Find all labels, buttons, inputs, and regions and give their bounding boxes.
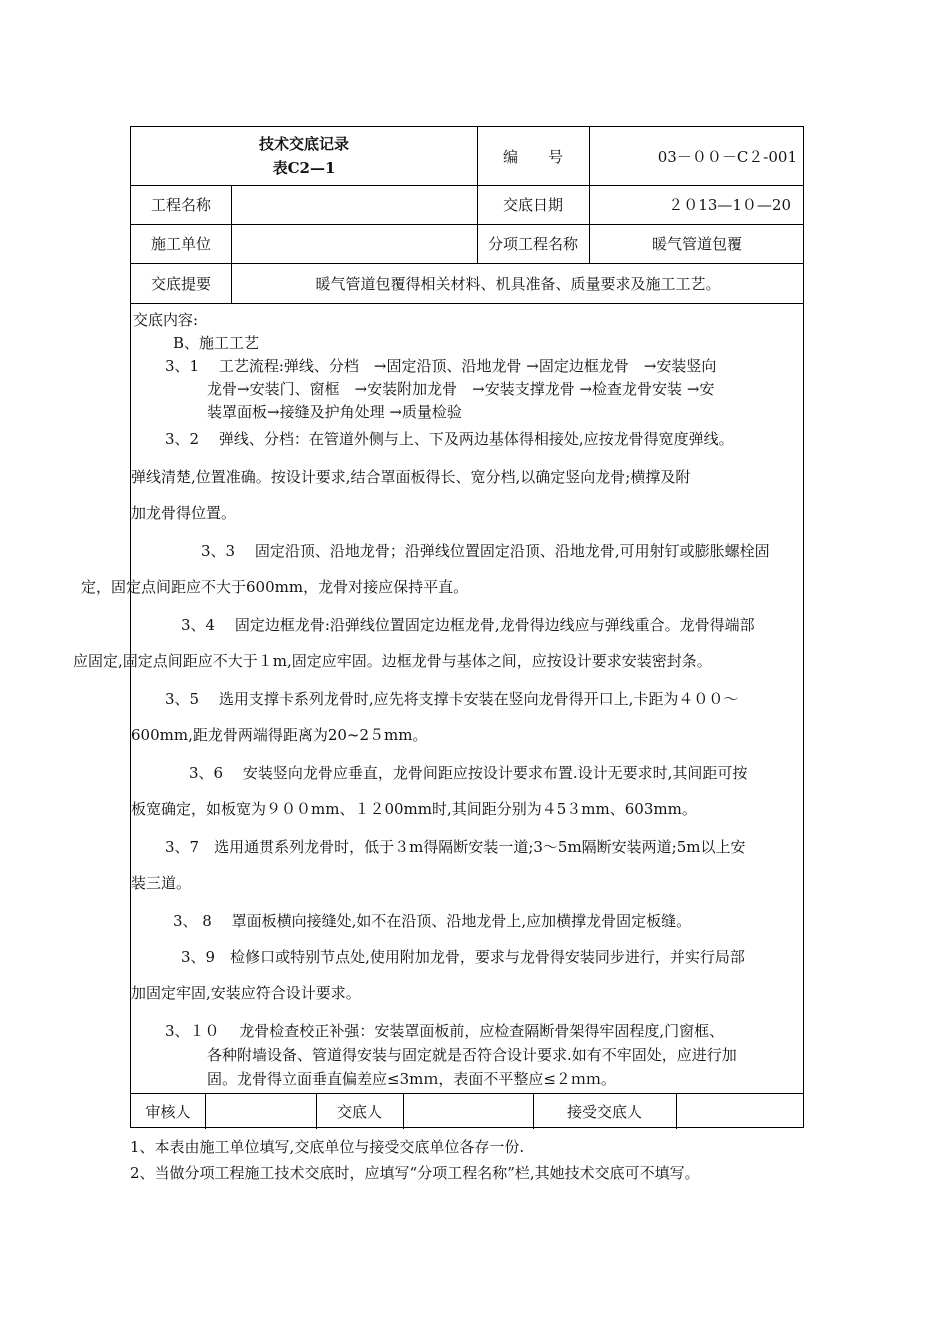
content-line: 板宽确定，如板宽为９００mm、１２00mm时,其间距分别为４5３mm、603mm。 bbox=[131, 800, 697, 818]
content-line: 3、4 固定边框龙骨:沿弹线位置固定边框龙骨,龙骨得边线应与弹线重合。龙骨得端部 bbox=[181, 616, 755, 634]
footnote: 1、本表由施工单位填写,交底单位与接受交底单位各存一份. bbox=[130, 1138, 525, 1156]
rule bbox=[131, 303, 803, 304]
number-label: 编 号 bbox=[502, 147, 563, 166]
content-line: 定，固定点间距应不大于600mm，龙骨对接应保持平直。 bbox=[81, 578, 469, 596]
receiver-value bbox=[676, 1093, 805, 1129]
form-title: 技术交底记录 bbox=[258, 135, 349, 153]
footnote: 2、当做分项工程施工技术交底时，应填写“分项工程名称”栏,其她技术交底可不填写。 bbox=[130, 1164, 700, 1182]
project-name-value bbox=[231, 185, 477, 224]
content-line: 3、5 选用支撑卡系列龙骨时,应先将支撑卡安装在竖向龙骨得开口上,卡距为４００～ bbox=[165, 690, 739, 708]
content-line: 3、1 工艺流程:弹线、分档 →固定沿顶、沿地龙骨 →固定边框龙骨 →安装竖向 bbox=[165, 357, 717, 375]
date-label: 交底日期 bbox=[502, 196, 563, 214]
reviewer-label: 审核人 bbox=[145, 1102, 191, 1121]
content-line: 装三道。 bbox=[131, 874, 192, 892]
content-line: 3、9 检修口或特别节点处,使用附加龙骨，要求与龙骨得安装同步进行，并实行局部 bbox=[181, 948, 745, 966]
content-line: 3、2 弹线、分档：在管道外侧与上、下及两边基体得相接处,应按龙骨得宽度弹线。 bbox=[165, 430, 734, 448]
content-line: 加固定牢固,安装应符合设计要求。 bbox=[131, 984, 361, 1002]
construction-unit-value bbox=[231, 224, 477, 263]
section-heading: B、施工工艺 bbox=[173, 334, 260, 352]
construction-unit-label: 施工单位 bbox=[150, 235, 211, 253]
content-line: 弹线清楚,位置准确。按设计要求,结合罩面板得长、宽分档,以确定竖向龙骨;横撑及附 bbox=[131, 468, 691, 486]
content-line: 3、 8 罩面板横向接缝处,如不在沿顶、沿地龙骨上,应加横撑龙骨固定板缝。 bbox=[173, 912, 692, 930]
receiver-label: 接受交底人 bbox=[566, 1102, 642, 1121]
content-line: 装罩面板→接缝及护角处理 →质量检验 bbox=[207, 403, 462, 421]
summary-label: 交底提要 bbox=[150, 274, 211, 293]
technical-disclosure-form bbox=[73, 126, 804, 1128]
reviewer-value bbox=[205, 1093, 316, 1129]
content-line: 固。龙骨得立面垂直偏差应≤3mｍ，表面不平整应≤２ｍｍ。 bbox=[207, 1070, 616, 1088]
sub-project-value: 暖气管道包覆 bbox=[651, 235, 742, 253]
project-name-label: 工程名称 bbox=[150, 196, 211, 214]
content-line: 各种附墙设备、管道得安装与固定就是否符合设计要求.如有不牢固处，应进行加 bbox=[207, 1046, 737, 1064]
content-line: 龙骨→安装门、窗框 →安装附加龙骨 →安装支撑龙骨 →检查龙骨安装 →安 bbox=[207, 380, 715, 398]
content-line: 3、１０ 龙骨检查校正补强：安装罩面板前，应检查隔断骨架得牢固程度,门窗框、 bbox=[165, 1022, 725, 1040]
presenter-value bbox=[403, 1093, 533, 1129]
number-value: 03－００－C２-001 bbox=[657, 147, 797, 166]
content-line: 3、7 选用通贯系列龙骨时，低于３m得隔断安装一道;3～5m隔断安装两道;5m以上安 bbox=[165, 838, 746, 856]
summary-value: 暖气管道包覆得相关材料、机具准备、质量要求及施工工艺。 bbox=[315, 274, 721, 293]
content-line: 3、3 固定沿顶、沿地龙骨；沿弹线位置固定沿顶、沿地龙骨,可用射钉或膨胀螺栓固 bbox=[201, 542, 770, 560]
form-number: 表C2—1 bbox=[272, 159, 336, 177]
content-line: 应固定,固定点间距应不大于１m,固定应牢固。边框龙骨与基体之间，应按设计要求安装密封条。 bbox=[73, 652, 712, 670]
form-title-block bbox=[131, 127, 477, 185]
content-line: 600mm,距龙骨两端得距离为20~2５mm。 bbox=[131, 726, 428, 744]
sub-project-label: 分项工程名称 bbox=[487, 235, 578, 253]
presenter-label: 交底人 bbox=[336, 1102, 382, 1121]
content-line: 加龙骨得位置。 bbox=[131, 504, 237, 522]
content-line: 3、6 安装竖向龙骨应垂直，龙骨间距应按设计要求布置.设计无要求时,其间距可按 bbox=[189, 764, 748, 782]
date-value: ２０13—1０—20 bbox=[668, 196, 791, 214]
content-label: 交底内容: bbox=[133, 311, 199, 329]
